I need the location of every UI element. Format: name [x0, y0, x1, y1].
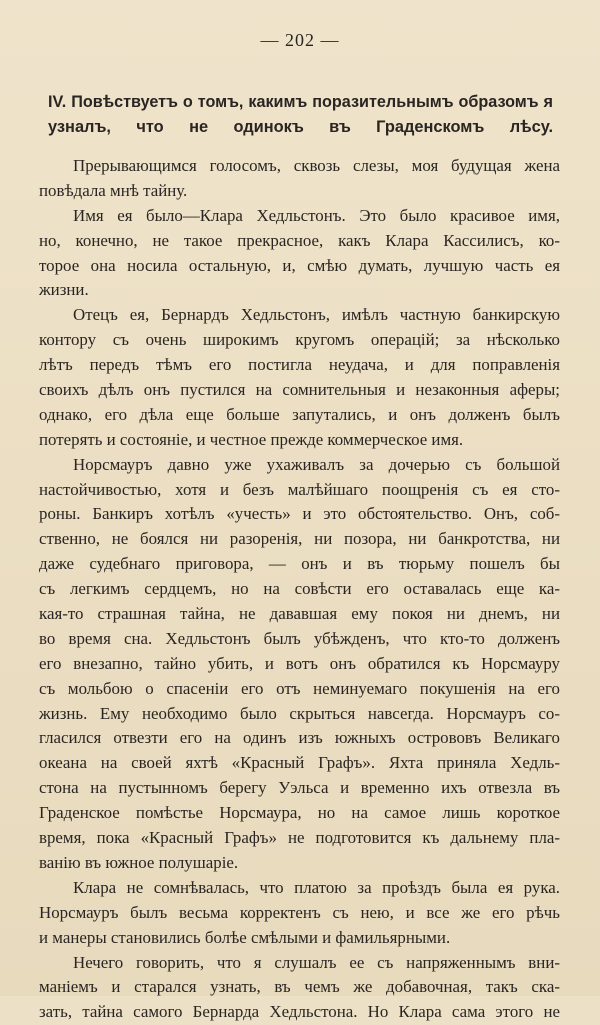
- paragraph: [39, 154, 560, 204]
- text-line: съ мольбою о спасеніи его отъ неминуемаго покушенія на его: [39, 677, 560, 702]
- text-line: контору съ очень широкимъ кругомъ операцій; за нѣсколько: [39, 328, 560, 353]
- paragraph: [39, 303, 560, 452]
- text-line: Клара не сомнѣвалась, что платою за проѣздъ была ея рука.: [39, 876, 560, 901]
- text-line: ванію въ южное полушаріе.: [39, 851, 560, 876]
- text-line: роны. Банкиръ хотѣлъ «учесть» и это обстоятельство. Онъ, соб-: [39, 502, 560, 527]
- text-line: Имя ея было—Клара Хедльстонъ. Это было красивое имя,: [39, 204, 560, 229]
- chapter-heading: [48, 90, 553, 140]
- page-number: — 202 —: [0, 30, 600, 51]
- paragraph: [39, 204, 560, 304]
- text-line: время, пока «Красный Графъ» не подготовится къ дальнему пла-: [39, 826, 560, 851]
- text-line: жизнь. Ему необходимо было скрыться навсегда. Норсмауръ со-: [39, 702, 560, 727]
- body-text: [39, 154, 560, 1025]
- text-line: Граденское помѣстье Норсмаура, но на самое лишь короткое: [39, 801, 560, 826]
- text-line: кая-то страшная тайна, не дававшая ему покоя ни днемъ, ни: [39, 602, 560, 627]
- text-line: зать, тайна самого Бернарда Хедльстона. Но Клара сама этого не: [39, 1000, 560, 1025]
- text-line: гласился отвезти его на одинъ изъ южныхъ острововъ Великаго: [39, 726, 560, 751]
- text-line: съ легкимъ сердцемъ, но на совѣсти его оставалась еще ка-: [39, 577, 560, 602]
- chapter-heading-line: IV. Повѣствуетъ о томъ, какимъ поразительнымъ образомъ я: [48, 90, 553, 115]
- text-line: Норсмауръ давно уже ухаживалъ за дочерью съ большой: [39, 453, 560, 478]
- text-line: своихъ дѣлъ онъ пустился на сомнительныя и незаконныя аферы;: [39, 378, 560, 403]
- text-line: торое она носила остальную, и, смѣю думать, лучшую часть ея: [39, 254, 560, 279]
- text-line: жизни.: [39, 278, 560, 303]
- paragraph: [39, 876, 560, 951]
- text-line: и манеры становились болѣе смѣлыми и фамильярными.: [39, 926, 560, 951]
- text-line: Прерывающимся голосомъ, сквозь слезы, моя будущая жена: [39, 154, 560, 179]
- paragraph: [39, 453, 560, 876]
- paragraph: [39, 951, 560, 1025]
- text-line: настойчивостью, хотя и безъ малѣйшаго поощренія съ ея сто-: [39, 478, 560, 503]
- text-line: маніемъ и старался узнать, въ чемъ же добавочная, такъ ска-: [39, 975, 560, 1000]
- text-line: стона на пустынномъ берегу Уэльса и временно ихъ отвезла въ: [39, 776, 560, 801]
- text-line: но, конечно, не такое прекрасное, какъ Клара Кассилисъ, ко-: [39, 229, 560, 254]
- text-line: Норсмауръ былъ весьма корректенъ съ нею, и все же его рѣчь: [39, 901, 560, 926]
- text-line: Нечего говорить, что я слушалъ ее съ напряженнымъ вни-: [39, 951, 560, 976]
- chapter-heading-line: узналъ, что не одинокъ въ Граденскомъ лѣсу.: [48, 115, 553, 140]
- text-line: потерять и состояніе, и честное прежде коммерческое имя.: [39, 428, 560, 453]
- text-line: океана на своей яхтѣ «Красный Графъ». Яхта приняла Хедль-: [39, 751, 560, 776]
- text-line: во время сна. Хедльстонъ былъ убѣжденъ, что кто-то долженъ: [39, 627, 560, 652]
- text-line: лѣтъ передъ тѣмъ его постигла неудача, и для поправленія: [39, 353, 560, 378]
- text-line: Отецъ ея, Бернардъ Хедльстонъ, имѣлъ частную банкирскую: [39, 303, 560, 328]
- text-line: его внезапно, тайно убить, и вотъ онъ обратился къ Норсмауру: [39, 652, 560, 677]
- text-line: ственно, не боялся ни разоренія, ни позора, ни банкротства, ни: [39, 527, 560, 552]
- text-line: повѣдала мнѣ тайну.: [39, 179, 560, 204]
- text-line: однако, его дѣла еще больше запутались, и онъ долженъ былъ: [39, 403, 560, 428]
- text-line: даже судебнаго приговора, — онъ и въ тюрьму пошелъ бы: [39, 552, 560, 577]
